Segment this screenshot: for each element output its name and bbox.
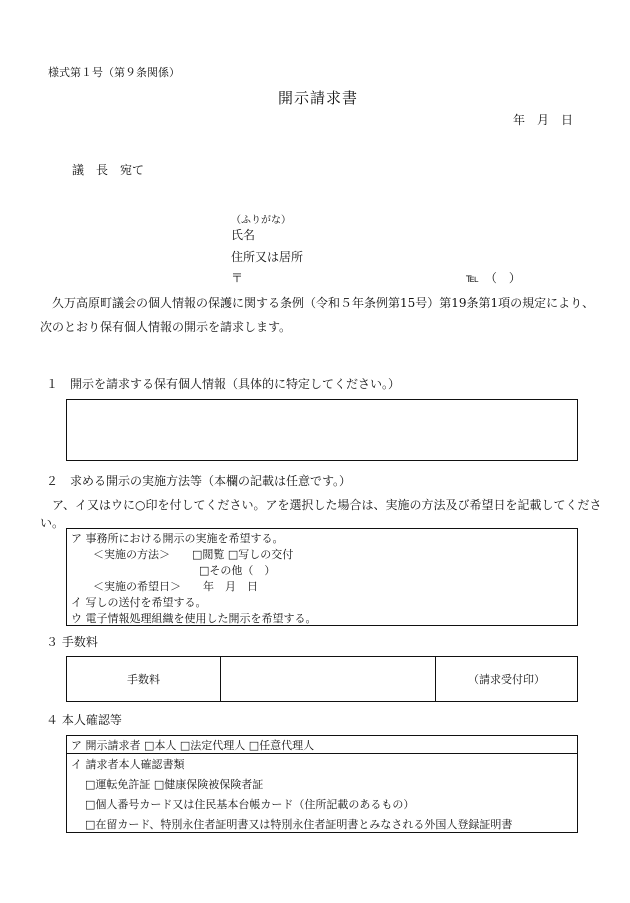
furigana-label: （ふりがな） <box>231 215 291 226</box>
addressee: 議 長 宛て <box>72 163 145 177</box>
section-1-heading: １ 開示を請求する保有個人情報（具体的に特定してください。） <box>46 377 401 391</box>
option-u-electronic[interactable]: ウ 電子情報処理組織を使用した開示を希望する。 <box>71 612 317 625</box>
other-method-checkbox[interactable]: □その他（ ） <box>199 564 276 577</box>
option-i-mail[interactable]: イ 写しの送付を希望する。 <box>71 596 207 609</box>
reception-stamp-label: （請求受付印） <box>468 673 545 686</box>
option-a-office[interactable]: ア 事務所における開示の実施を希望する。 <box>71 532 284 545</box>
id-doc-row-2[interactable]: □個人番号カード又は住民基本台帳カード（住所記載のあるもの） <box>85 798 415 811</box>
section-2-note-1: ア、イ又はウに○印を付してください。アを選択した場合は、実施の方法及び希望日を記載してくださ <box>40 498 602 512</box>
date-line: 年 月 日 <box>513 113 574 127</box>
method-row[interactable]: ＜実施の方法＞ □閲覧 □写しの交付 <box>93 548 294 561</box>
intro-line-2: 次のとおり保有個人情報の開示を請求します。 <box>40 320 292 334</box>
form-number: 様式第１号（第９条関係） <box>48 66 180 79</box>
address-label: 住所又は居所 <box>231 250 304 264</box>
section-2-note-2: い。 <box>40 516 65 530</box>
disclosure-method-box <box>66 528 578 626</box>
tel-label: ℡ （ ） <box>466 271 521 285</box>
fee-label: 手数料 <box>127 673 160 686</box>
id-docs-title: イ 請求者本人確認書類 <box>71 758 185 771</box>
postal-mark: 〒 <box>231 271 244 285</box>
section-4-heading: ４ 本人確認等 <box>46 713 122 727</box>
name-label: 氏名 <box>231 228 256 242</box>
preferred-date-row[interactable]: ＜実施の希望日＞ 年 月 日 <box>93 580 258 593</box>
id-doc-row-3[interactable]: □在留カード、特別永住者証明書又は特別永住者証明書とみなされる外国人登録証明書 <box>85 818 513 831</box>
fee-table <box>66 656 578 702</box>
identity-check-table <box>66 735 578 833</box>
section-3-heading: ３ 手数料 <box>46 635 98 649</box>
fee-value-field[interactable] <box>221 657 435 701</box>
section-2-heading: ２ 求める開示の実施方法等（本欄の記載は任意です。） <box>46 474 352 488</box>
requester-type-row[interactable]: ア 開示請求者 □本人 □法定代理人 □任意代理人 <box>71 739 315 752</box>
page-title: 開示請求書 <box>278 89 359 107</box>
requested-info-field[interactable] <box>66 399 578 461</box>
id-doc-row-1[interactable]: □運転免許証 □健康保険被保険者証 <box>85 778 264 791</box>
identity-divider <box>67 753 577 754</box>
intro-line-1: 久万高原町議会の個人情報の保護に関する条例（令和５年条例第15号）第19条第1項の規定により、 <box>40 296 595 310</box>
